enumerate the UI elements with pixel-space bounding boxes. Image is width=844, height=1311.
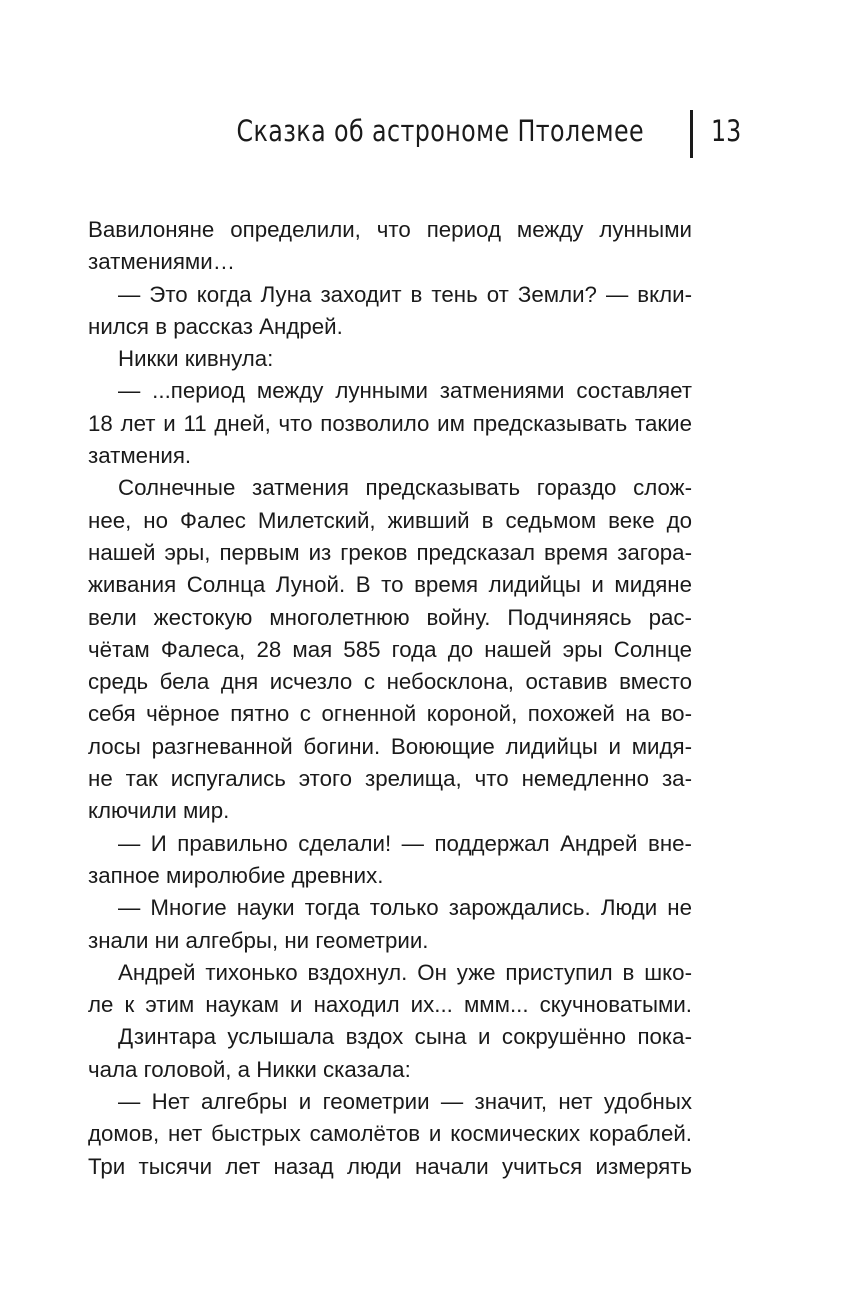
text-line: чала головой, а Никки сказала: bbox=[88, 1056, 411, 1082]
text-line: ключили мир. bbox=[88, 798, 230, 824]
text-line: Солнечные затмения предсказывать гораздо слож- bbox=[118, 475, 692, 501]
text-line: нился в рассказ Андрей. bbox=[88, 313, 343, 339]
chapter-title: Сказка об астрономе Птолемее bbox=[236, 114, 644, 148]
text-line: Дзинтара услышала вздох сына и сокрушённо пока- bbox=[118, 1024, 692, 1050]
text-line: вели жестокую многолетнюю войну. Подчиняясь рас- bbox=[88, 604, 692, 630]
text-line: Никки кивнула: bbox=[118, 346, 274, 372]
text-line: не так испугались этого зрелища, что немедленно за- bbox=[88, 766, 692, 792]
text-line: ле к этим наукам и находил их... ммм... скучноватыми. bbox=[88, 992, 692, 1018]
text-line: нашей эры, первым из греков предсказал время загора- bbox=[88, 539, 692, 565]
text-line: нее, но Фалес Милетский, живший в седьмом веке до bbox=[88, 507, 692, 533]
text-line: средь бела дня исчезло с небосклона, оставив вместо bbox=[88, 669, 692, 695]
text-line: — ...период между лунными затмениями составляет bbox=[118, 378, 692, 404]
page-number: 13 bbox=[711, 114, 742, 148]
text-line: Андрей тихонько вздохнул. Он уже приступил в шко- bbox=[118, 959, 692, 985]
text-line: — Это когда Луна заходит в тень от Земли? — вкли- bbox=[118, 281, 692, 307]
text-line: Вавилоняне определили, что период между лунными bbox=[88, 217, 692, 242]
running-head bbox=[0, 110, 844, 160]
text-line: себя чёрное пятно с огненной короной, похожей на во- bbox=[88, 701, 692, 727]
text-line: домов, нет быстрых самолётов и космических кораблей. bbox=[88, 1121, 692, 1147]
text-line: — И правильно сделали! — поддержал Андрей вне- bbox=[118, 830, 692, 856]
text-line: затмениями… bbox=[88, 249, 235, 275]
header-divider bbox=[690, 110, 693, 158]
text-line: 18 лет и 11 дней, что позволило им предсказывать такие bbox=[88, 410, 692, 436]
text-line: живания Солнца Луной. В то время лидийцы и мидяне bbox=[88, 572, 692, 598]
text-line: знали ни алгебры, ни геометрии. bbox=[88, 927, 429, 953]
text-line: лосы разгневанной богини. Воюющие лидийцы и мидя- bbox=[88, 733, 692, 759]
text-line: запное миролюбие древних. bbox=[88, 862, 384, 888]
text-line: чётам Фалеса, 28 мая 585 года до нашей эры Солнце bbox=[88, 636, 692, 662]
text-line: затмения. bbox=[88, 443, 192, 469]
text-line: — Нет алгебры и геометрии — значит, нет удобных bbox=[118, 1089, 692, 1115]
text-line: Три тысячи лет назад люди начали учиться измерять bbox=[88, 1153, 692, 1179]
body-text bbox=[88, 214, 692, 1183]
text-line: — Многие науки тогда только зарождались. Люди не bbox=[118, 895, 692, 921]
